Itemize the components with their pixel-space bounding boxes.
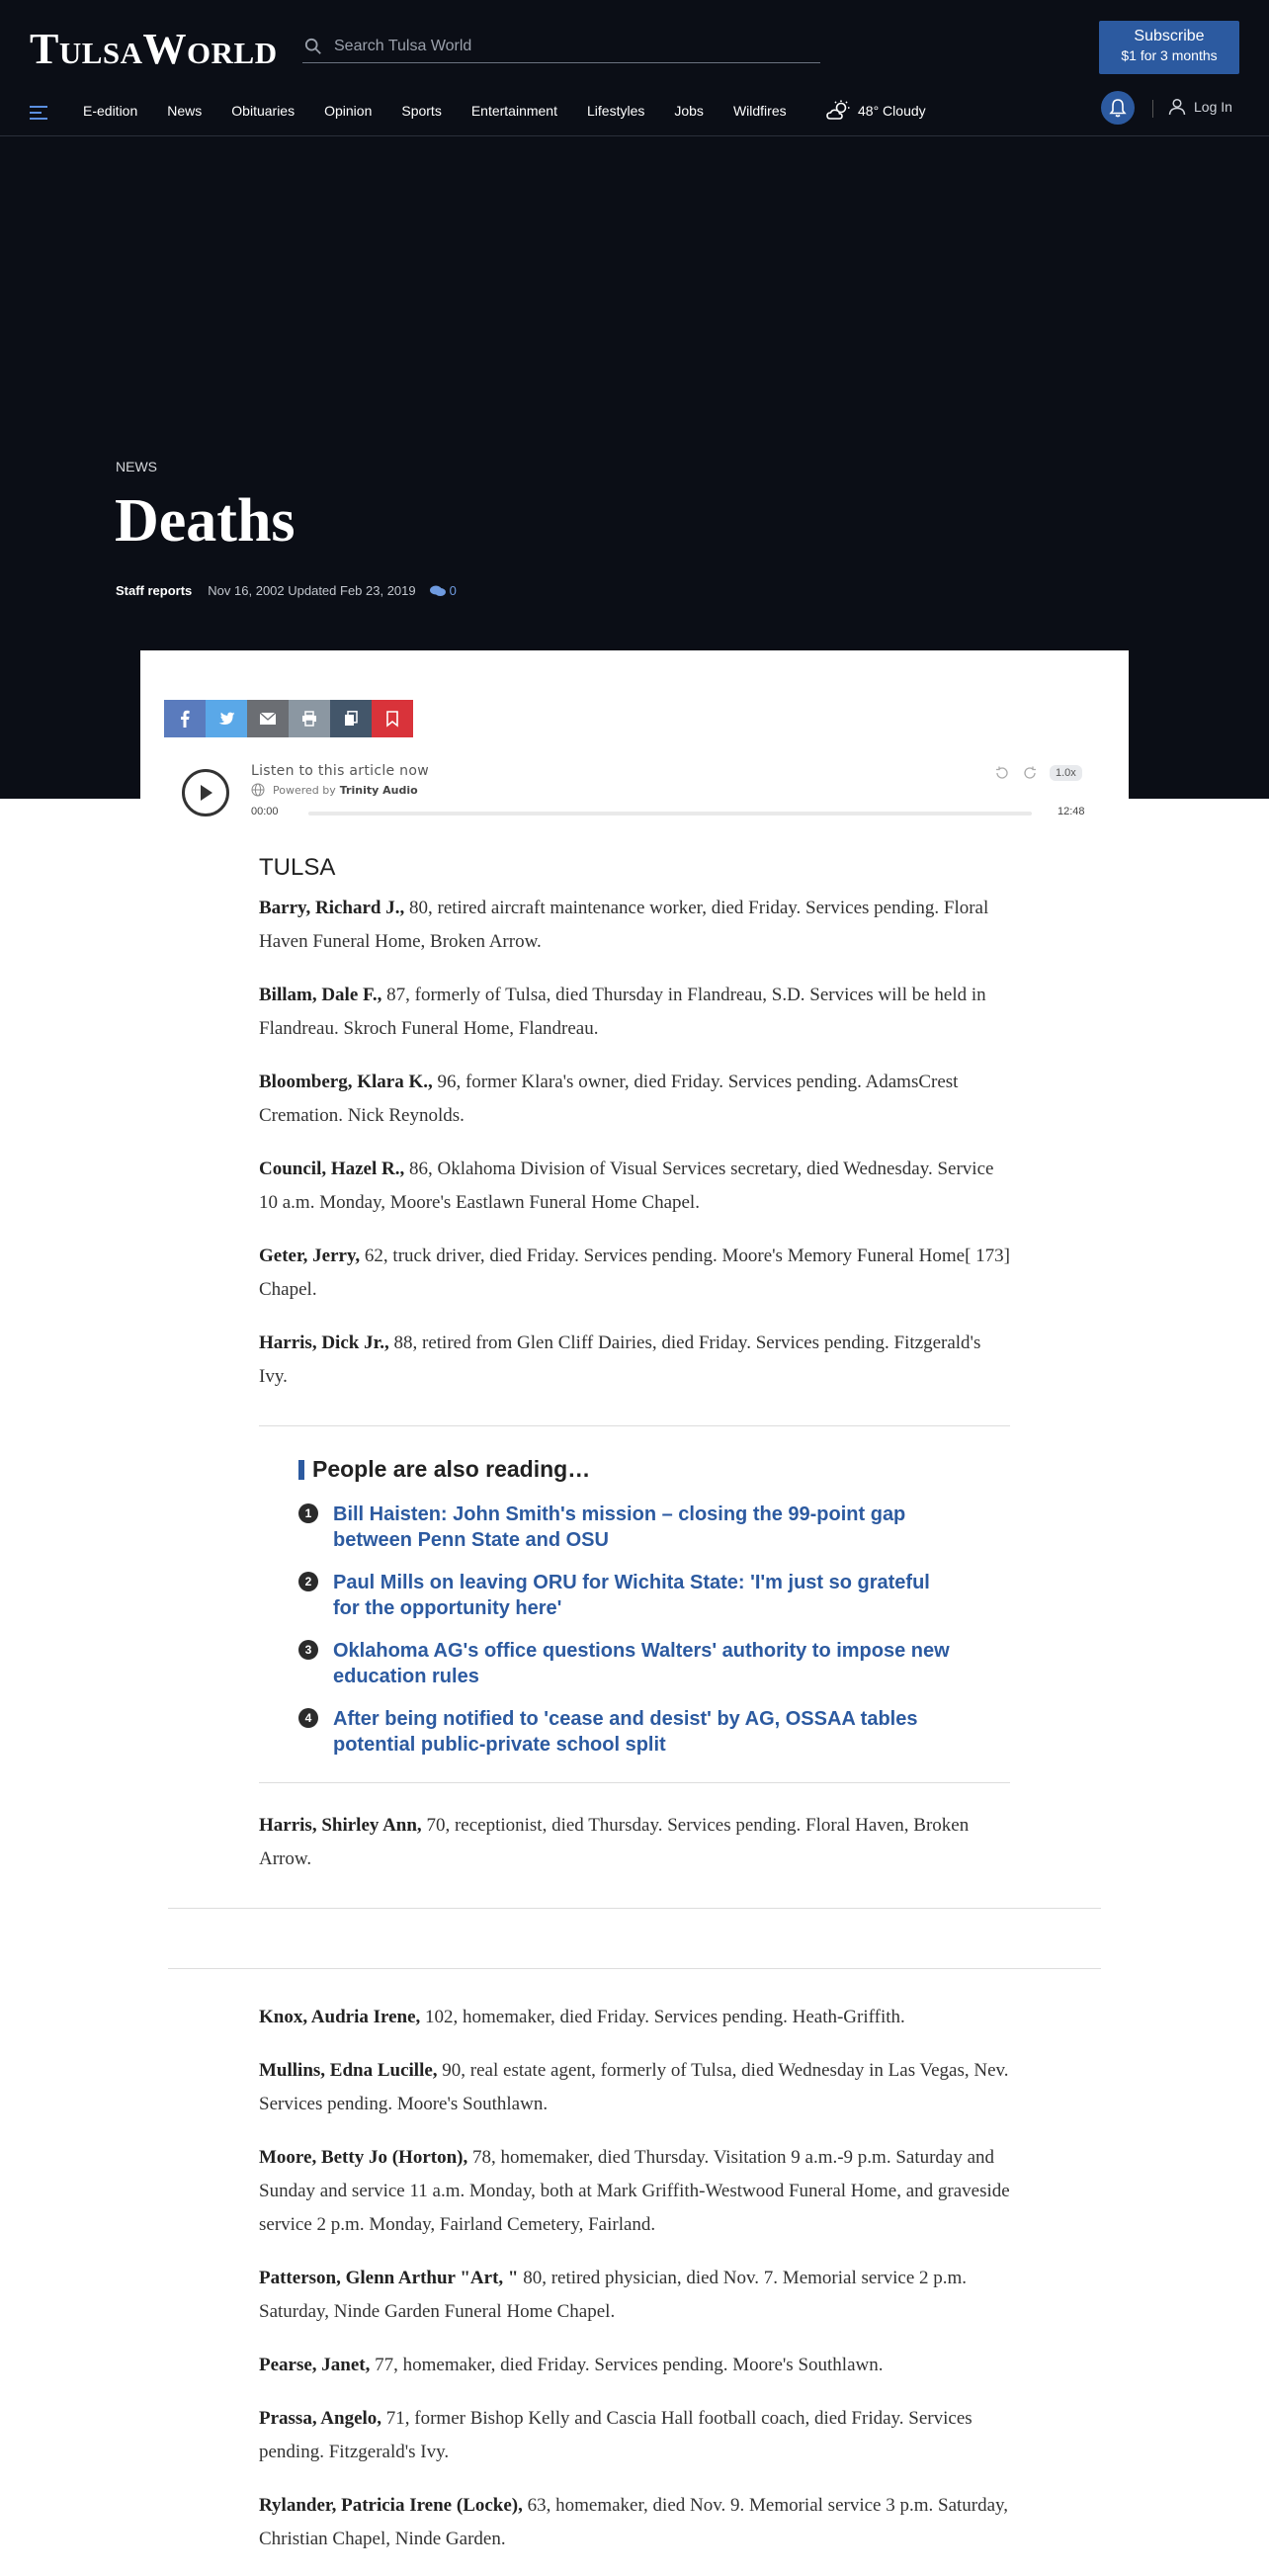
article-dates: Nov 16, 2002 Updated Feb 23, 2019 — [208, 583, 416, 598]
obituary-entry — [259, 2141, 1010, 2242]
obituary-entry — [259, 1327, 1010, 1394]
powered-by-label: Powered by — [273, 783, 336, 797]
heading-accent-bar — [298, 1460, 304, 1480]
globe-icon[interactable] — [251, 783, 265, 797]
obituary-entry — [259, 2489, 1010, 2556]
also-reading-heading — [298, 1456, 590, 1483]
obituary-entry — [259, 2054, 1010, 2121]
ad-slot-bottom-divider — [168, 1968, 1101, 1969]
subscribe-label: Subscribe — [1134, 28, 1205, 44]
main-nav — [0, 91, 1269, 136]
audio-powered-by — [251, 783, 418, 797]
obituary-text: 77, homemaker, died Friday. Services pending. Moore's Southlawn. — [370, 2355, 884, 2375]
also-reading-link[interactable]: Paul Mills on leaving ORU for Wichita State: 'I'm just so grateful for the opportunity here' — [333, 1572, 930, 1619]
obituary-text: 62, truck driver, died Friday. Services pending. Moore's Memory Funeral Home[ 173] Chapel. — [259, 1245, 1011, 1300]
rank-badge: 4 — [298, 1708, 318, 1728]
audio-progress-bar[interactable] — [308, 812, 1032, 816]
obituary-text: 86, Oklahoma Division of Visual Services secretary, died Wednesday. Service 10 a.m. Monday, Moore's Eastlawn Funeral Home Chapel. — [259, 1159, 994, 1213]
share-email-button[interactable] — [247, 700, 289, 737]
nav-item-lifestyles[interactable]: Lifestyles — [587, 103, 645, 119]
obituary-text: 78, homemaker, died Thursday. Visitation 9 a.m.-9 p.m. Saturday and Sunday and service 11 a.m. Monday, both at Mark Griffith-Westwood Funeral Home, and graveside service 2 p.m. Monday, Fairland Cemetery, Fairland. — [259, 2147, 1010, 2235]
obituary-text: 90, real estate agent, formerly of Tulsa, died Wednesday in Las Vegas, Nev. Services pending. Moore's Southlawn. — [259, 2060, 1009, 2114]
also-reading-link[interactable]: Oklahoma AG's office questions Walters' authority to impose new education rules — [333, 1640, 950, 1687]
notifications-button[interactable] — [1101, 91, 1135, 125]
obituary-entry — [259, 2001, 1010, 2034]
partly-cloudy-icon — [826, 100, 852, 122]
play-icon — [198, 784, 213, 802]
search-bar[interactable] — [302, 30, 820, 63]
tulsa-world-logo[interactable] — [30, 20, 278, 77]
obituary-entry — [259, 1066, 1010, 1133]
obituary-text: 88, retired from Glen Cliff Dairies, died Friday. Services pending. Fitzgerald's Ivy. — [259, 1332, 981, 1387]
play-button[interactable] — [182, 769, 229, 816]
rank-badge: 3 — [298, 1640, 318, 1660]
obituary-name: Bloomberg, Klara K., — [259, 1072, 433, 1092]
hamburger-menu-icon[interactable] — [30, 105, 47, 121]
also-reading-title: People are also reading… — [312, 1456, 591, 1482]
search-input[interactable] — [334, 38, 808, 55]
weather-widget[interactable] — [826, 100, 926, 122]
obituary-text: 71, former Bishop Kelly and Cascia Hall football coach, died Friday. Services pending. Fitzgerald's Ivy. — [259, 2408, 973, 2462]
obituary-name: Pearse, Janet, — [259, 2355, 371, 2375]
author[interactable]: Staff reports — [116, 583, 193, 598]
obituary-entry — [259, 2402, 1010, 2469]
obituary-name: Patterson, Glenn Arthur "Art, " — [259, 2268, 519, 2288]
also-reading-link[interactable]: After being notified to 'cease and desist' by AG, OSSAA tables potential public-private school split — [333, 1708, 918, 1756]
obituary-text: 80, retired aircraft maintenance worker, died Friday. Services pending. Floral Haven Funeral Home, Broken Arrow. — [259, 898, 989, 952]
obituary-text: 80, retired physician, died Nov. 7. Memorial service 2 p.m. Saturday, Ninde Garden Funeral Home Chapel. — [259, 2268, 968, 2322]
obituary-name: Moore, Betty Jo (Horton), — [259, 2147, 468, 2168]
bookmark-icon — [386, 711, 398, 727]
comments-count: 0 — [449, 583, 457, 598]
obituary-entry — [259, 1153, 1010, 1220]
audio-player — [182, 761, 1085, 820]
dateline: TULSA — [259, 854, 336, 881]
nav-item-sports[interactable]: Sports — [401, 103, 442, 119]
share-toolbar — [164, 700, 413, 737]
share-twitter-button[interactable] — [206, 700, 247, 737]
audio-current-time: 00:00 — [251, 806, 279, 817]
also-reading-link[interactable]: Bill Haisten: John Smith's mission – closing the 99-point gap between Penn State and OSU — [333, 1503, 906, 1551]
rank-badge: 2 — [298, 1572, 318, 1591]
copy-icon — [344, 711, 358, 727]
print-icon — [301, 711, 317, 727]
obituary-text: 63, homemaker, died Nov. 9. Memorial service 3 p.m. Saturday, Christian Chapel, Ninde Garden. — [259, 2495, 1009, 2549]
obituary-text: 87, formerly of Tulsa, died Thursday in Flandreau, S.D. Services will be held in Flandreau. Skroch Funeral Home, Flandreau. — [259, 985, 986, 1039]
obituary-name: Harris, Dick Jr., — [259, 1332, 389, 1353]
obituary-name: Barry, Richard J., — [259, 898, 405, 918]
rewind-10-icon[interactable] — [994, 765, 1010, 781]
obituary-name: Harris, Shirley Ann, — [259, 1815, 422, 1836]
also-reading-item[interactable] — [298, 1706, 951, 1758]
login-link[interactable] — [1168, 98, 1232, 116]
audio-controls — [994, 765, 1082, 781]
nav-item-entertainment[interactable]: Entertainment — [470, 103, 557, 119]
obituary-list-part1 — [259, 892, 1010, 1414]
obituary-name: Knox, Audria Irene, — [259, 2007, 421, 2027]
article-card — [140, 650, 1129, 2549]
nav-item-news[interactable]: News — [167, 103, 203, 119]
byline — [116, 583, 457, 598]
also-reading-item[interactable] — [298, 1570, 951, 1621]
nav-item-opinion[interactable]: Opinion — [324, 103, 373, 119]
bell-icon — [1109, 98, 1127, 118]
nav-item-obituaries[interactable]: Obituaries — [231, 103, 296, 119]
comments-icon — [430, 585, 446, 597]
print-button[interactable] — [289, 700, 330, 737]
obituary-name: Rylander, Patricia Irene (Locke), — [259, 2495, 523, 2516]
obituary-name: Billam, Dale F., — [259, 985, 382, 1005]
audio-title: Listen to this article now — [251, 763, 429, 779]
obituary-text: 70, receptionist, died Thursday. Services pending. Floral Haven, Broken Arrow. — [259, 1815, 970, 1869]
facebook-icon — [180, 710, 190, 728]
forward-10-icon[interactable] — [1022, 765, 1038, 781]
obituary-entry — [259, 1809, 1010, 1876]
search-icon — [304, 38, 322, 55]
subscribe-offer: $1 for 3 months — [1121, 47, 1218, 63]
audio-duration: 12:48 — [1058, 806, 1085, 817]
obituary-text: 96, former Klara's owner, died Friday. Services pending. AdamsCrest Cremation. Nick Reynolds. — [259, 1072, 959, 1126]
nav-item-jobs[interactable]: Jobs — [674, 103, 704, 119]
obituary-list-part3 — [259, 2001, 1010, 2576]
obituary-entry — [259, 2262, 1010, 2329]
also-reading-box — [259, 1425, 1010, 1783]
logo-text: TulsaWorld — [30, 24, 278, 73]
obituary-name: Geter, Jerry, — [259, 1245, 361, 1266]
weather-text: 48° Cloudy — [858, 103, 926, 119]
save-bookmark-button[interactable] — [372, 700, 413, 737]
obituary-name: Mullins, Edna Lucille, — [259, 2060, 438, 2081]
also-reading-item[interactable] — [298, 1502, 951, 1553]
audio-provider[interactable]: Trinity Audio — [339, 783, 418, 797]
section-label[interactable]: NEWS — [116, 459, 157, 474]
copy-link-button[interactable] — [330, 700, 372, 737]
nav-item-wildfires[interactable]: Wildfires — [732, 103, 787, 119]
nav-item-e-edition[interactable]: E-edition — [83, 103, 138, 119]
subscribe-button[interactable] — [1099, 21, 1239, 74]
obituary-entry — [259, 1240, 1010, 1307]
obituary-name: Prassa, Angelo, — [259, 2408, 382, 2429]
comments-link[interactable] — [430, 583, 457, 598]
obituary-list-part2 — [259, 1809, 1010, 1896]
also-reading-list — [298, 1502, 951, 1774]
share-facebook-button[interactable] — [164, 700, 206, 737]
obituary-entry — [259, 2349, 1010, 2382]
nav-items — [83, 103, 816, 119]
email-icon — [260, 713, 276, 725]
obituary-text: 102, homemaker, died Friday. Services pending. Heath-Griffith. — [420, 2007, 905, 2027]
also-reading-item[interactable] — [298, 1638, 951, 1689]
header-separator — [1152, 100, 1153, 118]
obituary-name: Council, Hazel R., — [259, 1159, 405, 1179]
rank-badge: 1 — [298, 1503, 318, 1523]
playback-rate-button[interactable]: 1.0x — [1050, 765, 1082, 781]
login-label: Log In — [1194, 99, 1232, 115]
ad-slot-top-divider — [168, 1908, 1101, 1909]
twitter-icon — [217, 712, 235, 727]
user-icon — [1168, 98, 1186, 116]
obituary-entry — [259, 892, 1010, 959]
obituary-entry — [259, 979, 1010, 1046]
article-title: Deaths — [115, 487, 296, 555]
